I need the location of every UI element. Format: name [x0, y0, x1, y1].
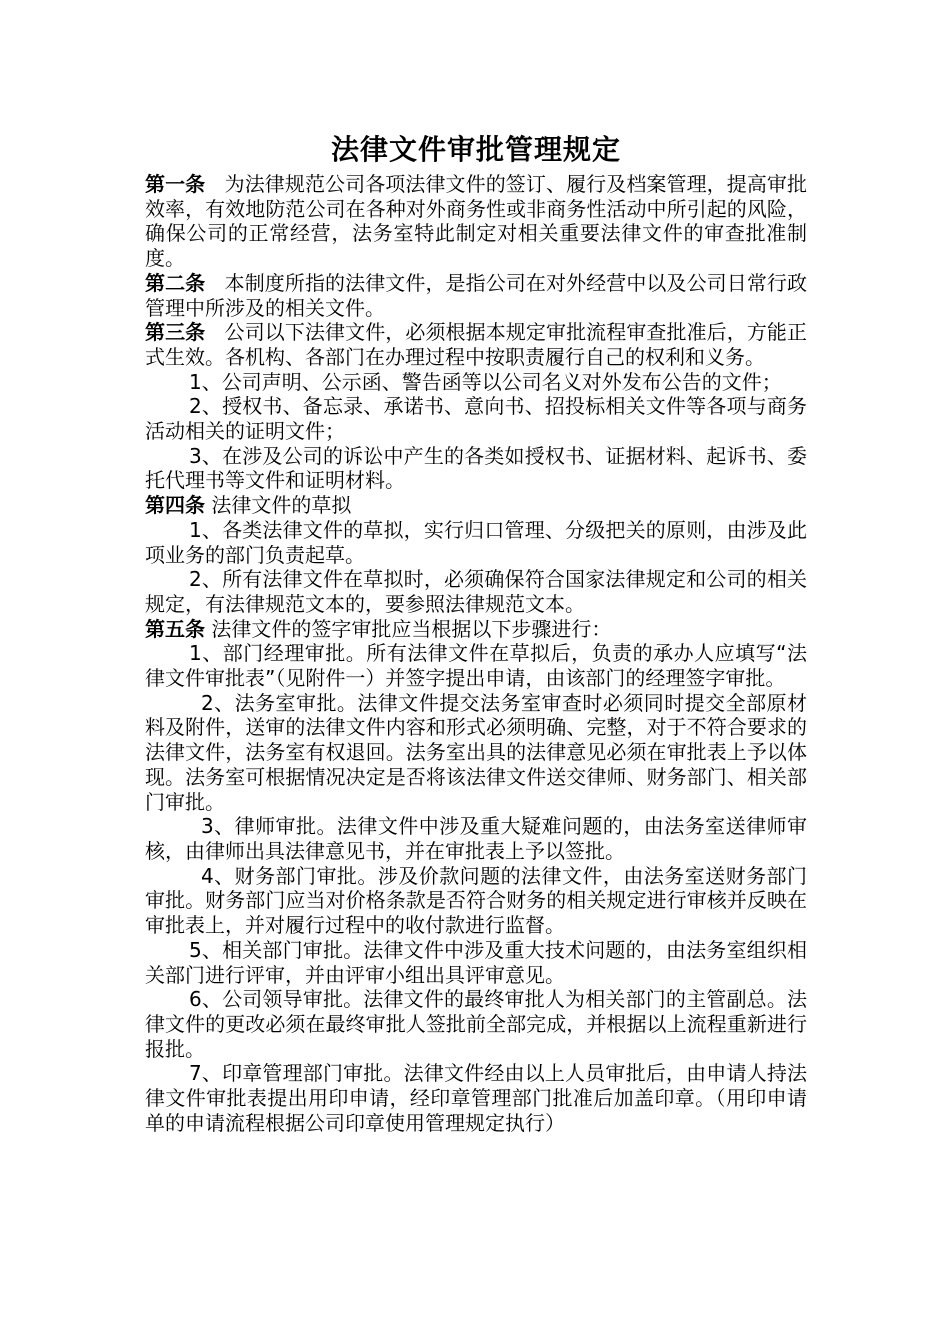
- article-3-item-1: 1、公司声明、公示函、警告函等以公司名义对外发布公告的文件；: [189, 369, 782, 394]
- article-3-text: 公司以下法律文件，必须根据本规定审批流程审查批准后，方能正式生效。各机构、各部门在办理过程中按职责履行自己的权利和义务。: [145, 320, 808, 369]
- article-4-text: 法律文件的草拟: [211, 493, 352, 518]
- article-5-item-1: 1、部门经理审批。所有法律文件在草拟后，负责的承办人应填写“法律文件审批表”（见附件一）并签字提出申请，由该部门的经理签字审批。: [145, 641, 807, 691]
- article-5-item-7: 7、印章管理部门审批。法律文件经由以上人员审批后，由申请人持法律文件审批表提出用印申请，经印章管理部门批准后加盖印章。（用印申请单的申请流程根据公司印章使用管理规定执行）: [145, 1061, 807, 1135]
- article-2: [145, 271, 807, 320]
- article-1-text: 为法律规范公司各项法律文件的签订、履行及档案管理，提高审批效率，有效地防范公司在各种对外商务性或非商务性活动中所引起的风险，确保公司的正常经营，法务室特此制定对相关重要法律文件的审查批准制度。: [145, 172, 808, 271]
- article-3-item-3: 3、在涉及公司的诉讼中产生的各类如授权书、证据材料、起诉书、委托代理书等文件和证明材料。: [145, 443, 807, 493]
- document-page: [145, 130, 807, 1135]
- article-5-item-5: 5、相关部门审批。法律文件中涉及重大技术问题的，由法务室组织相关部门进行评审，并由评审小组出具评审意见。: [145, 937, 807, 987]
- article-2-text: 本制度所指的法律文件，是指公司在对外经营中以及公司日常行政管理中所涉及的相关文件。: [145, 270, 808, 320]
- article-1: [145, 172, 807, 271]
- article-5-text: 法律文件的签字审批应当根据以下步骤进行：: [211, 616, 612, 641]
- article-3-item-2: 2、授权书、备忘录、承诺书、意向书、招投标相关文件等各项与商务活动相关的证明文件；: [145, 394, 807, 444]
- article-3: [145, 320, 807, 369]
- article-4-item-2: 2、所有法律文件在草拟时，必须确保符合国家法律规定和公司的相关规定，有法律规范文本的，要参照法律规范文本。: [145, 567, 807, 616]
- article-5-item-6: 6、公司领导审批。法律文件的最终审批人为相关部门的主管副总。法律文件的更改必须在最终审批人签批前全部完成，并根据以上流程重新进行报批。: [145, 987, 807, 1061]
- article-5-item-4: 4、财务部门审批。涉及价款问题的法律文件，由法务室送财务部门审批。财务部门应当对价格条款是否符合财务的相关规定进行审核并反映在审批表上，并对履行过程中的收付款进行监督。: [145, 863, 807, 938]
- article-1-label: 第一条: [145, 172, 206, 196]
- article-4: [145, 493, 807, 518]
- document-title: 法律文件审批管理规定: [330, 133, 621, 166]
- article-4-label: 第四条: [145, 493, 205, 518]
- article-5-item-3: 3、律师审批。法律文件中涉及重大疑难问题的，由法务室送律师审核，由律师出具法律意见书，并在审批表上予以签批。: [145, 814, 807, 863]
- article-4-item-1: 1、各类法律文件的草拟，实行归口管理、分级把关的原则，由涉及此项业务的部门负责起草。: [145, 517, 807, 567]
- article-5-label: 第五条: [145, 616, 205, 641]
- article-2-label: 第二条: [145, 270, 206, 295]
- article-3-label: 第三条: [145, 320, 206, 345]
- article-5-item-2: 2、法务室审批。法律文件提交法务室审查时必须同时提交全部原材料及附件，送审的法律文件内容和形式必须明确、完整，对于不符合要求的法律文件，法务室有权退回。法务室出具的法律意见必须在审批表上予以体现。法务室可根据情况决定是否将该法律文件送交律师、财务部门、相关部门审批。: [145, 690, 807, 814]
- article-5: [145, 617, 807, 642]
